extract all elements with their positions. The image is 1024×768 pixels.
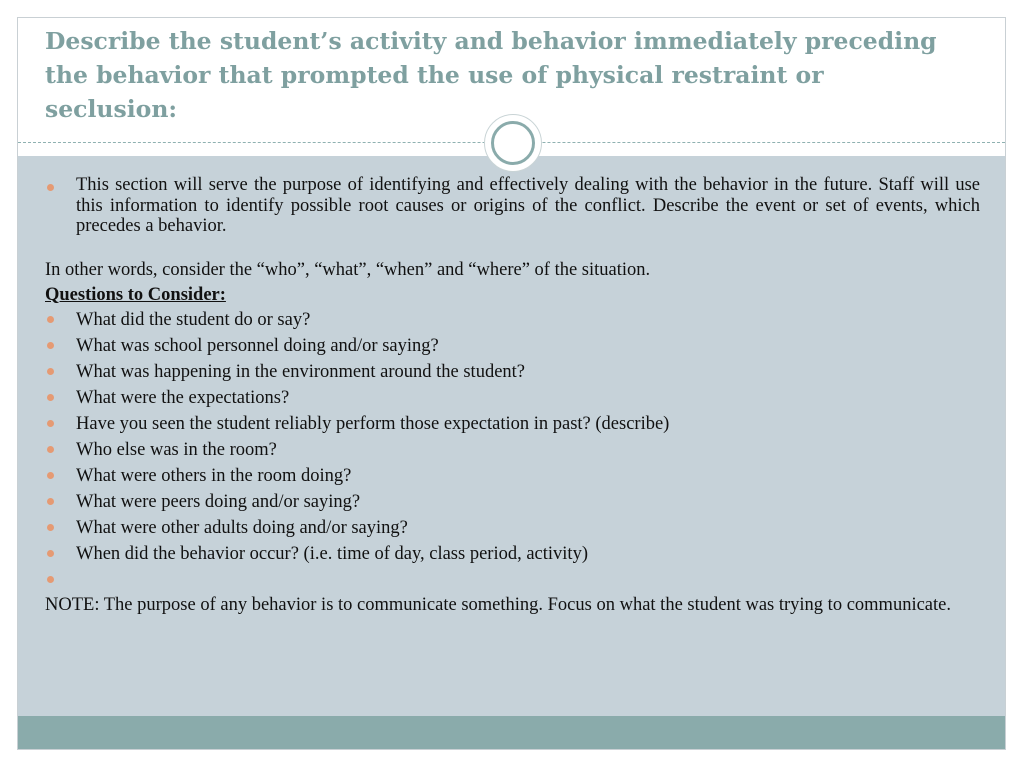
question-item (45, 411, 980, 437)
question-item (45, 515, 980, 541)
circle-ring (491, 121, 535, 165)
question-text: What did the student do or say? (76, 309, 311, 330)
bullet-dot-icon (47, 420, 54, 427)
bullet-dot-icon (47, 576, 54, 583)
bullet-dot-icon (47, 342, 54, 349)
question-item (45, 489, 980, 515)
question-text: Have you seen the student reliably perform those expectation in past? (describe) (76, 413, 670, 434)
question-text: What were others in the room doing? (76, 465, 352, 486)
question-item (45, 541, 980, 567)
questions-list (45, 307, 980, 593)
questions-heading: Questions to Consider: (45, 284, 226, 305)
question-item (45, 385, 980, 411)
bullet-dot-icon (47, 446, 54, 453)
bullet-dot-icon (47, 368, 54, 375)
slide (17, 17, 1006, 750)
note-text: NOTE: The purpose of any behavior is to communicate something. Focus on what the student was trying to communicate. (45, 594, 951, 615)
intro-bullet (45, 175, 980, 237)
question-item-empty (45, 567, 980, 593)
question-text: What were the expectations? (76, 387, 290, 408)
question-text: What were peers doing and/or saying? (76, 491, 361, 512)
circle-ornament-icon (484, 114, 542, 172)
content-area (18, 156, 1005, 716)
question-text: What were other adults doing and/or saying? (76, 517, 408, 538)
question-text: Who else was in the room? (76, 439, 277, 460)
bullet-dot-icon (47, 498, 54, 505)
question-text: When did the behavior occur? (i.e. time of day, class period, activity) (76, 543, 588, 564)
question-item (45, 437, 980, 463)
bullet-dot-icon (47, 550, 54, 557)
question-text: What was school personnel doing and/or saying? (76, 335, 439, 356)
bullet-dot-icon (47, 316, 54, 323)
bullet-dot-icon (47, 184, 54, 191)
question-item (45, 333, 980, 359)
question-item (45, 359, 980, 385)
bullet-dot-icon (47, 394, 54, 401)
bullet-dot-icon (47, 524, 54, 531)
intro-text: This section will serve the purpose of identifying and effectively dealing with the behavior in the future. Staff will use this information to identify possible root causes or origins of the conflict. Describe the event or set of events, which precedes a behavior. (76, 175, 980, 236)
footer-bar (18, 716, 1005, 749)
question-item (45, 307, 980, 333)
slide-content (45, 175, 980, 615)
slide-title: Describe the student’s activity and behavior immediately preceding the behavior that prompted the use of physical restraint or seclusion: (45, 27, 937, 123)
question-text: What was happening in the environment around the student? (76, 361, 526, 382)
other-words-text: In other words, consider the “who”, “what”, “when” and “where” of the situation. (45, 259, 651, 280)
bullet-dot-icon (47, 472, 54, 479)
question-item (45, 463, 980, 489)
